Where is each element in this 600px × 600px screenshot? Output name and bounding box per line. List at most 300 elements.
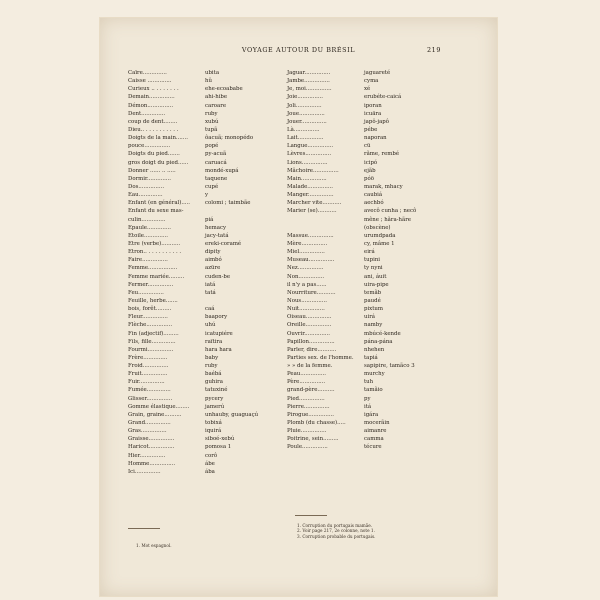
vocabulary-entry bbox=[128, 305, 273, 313]
vocabulary-entry bbox=[128, 69, 273, 77]
entry-translation: sapipire, tamãco 3 bbox=[364, 363, 415, 370]
entry-term: Feu............... bbox=[128, 289, 164, 296]
vocabulary-entry bbox=[287, 378, 432, 386]
entry-term: coup de dent........ bbox=[128, 118, 178, 125]
vocabulary-entry bbox=[287, 281, 432, 289]
vocabulary-entry bbox=[287, 354, 432, 362]
entry-translation: tobixá bbox=[205, 420, 222, 427]
entry-term: Frère.............. bbox=[128, 354, 168, 361]
vocabulary-entry bbox=[128, 224, 273, 232]
footnote-rule-right bbox=[295, 515, 327, 516]
entry-term: Pierre............... bbox=[287, 403, 330, 410]
entry-translation: itá bbox=[364, 403, 372, 410]
vocabulary-entry bbox=[287, 232, 432, 240]
entry-term: Fleur............... bbox=[128, 314, 168, 321]
book-page bbox=[100, 18, 497, 596]
entry-term: Grand............... bbox=[128, 420, 171, 427]
entry-translation: póö bbox=[364, 175, 374, 182]
entry-term: Homme............... bbox=[128, 460, 176, 467]
entry-term: Pied............... bbox=[287, 395, 325, 402]
entry-translation: caá bbox=[205, 306, 215, 313]
vocabulary-entry bbox=[128, 321, 273, 329]
vocabulary-entry bbox=[287, 207, 432, 215]
entry-translation: ruby bbox=[205, 363, 218, 370]
entry-translation: ejãb bbox=[364, 167, 376, 174]
vocabulary-entry bbox=[287, 305, 432, 313]
entry-term: Massue............... bbox=[287, 232, 334, 239]
entry-term: Doigts de la main....... bbox=[128, 135, 188, 142]
vocabulary-entry bbox=[287, 256, 432, 264]
vocabulary-entry bbox=[287, 118, 432, 126]
vocabulary-entry bbox=[128, 289, 273, 297]
entry-translation: xé bbox=[364, 86, 371, 93]
entry-translation: ubita bbox=[205, 70, 220, 76]
entry-term: Dos............... bbox=[128, 183, 165, 190]
entry-translation: (obscène) bbox=[364, 224, 391, 231]
entry-term: Lions............... bbox=[287, 159, 328, 166]
entry-translation: mocerãin bbox=[364, 420, 390, 427]
entry-term: Pluie............... bbox=[287, 428, 327, 435]
entry-term: Etre (verbe)........... bbox=[128, 240, 181, 247]
entry-term: Museau............... bbox=[287, 257, 335, 264]
entry-translation: tatá bbox=[205, 289, 216, 296]
vocabulary-entry bbox=[287, 338, 432, 346]
entry-term: Dieu.. . . . . . . . . . . bbox=[128, 126, 179, 133]
vocabulary-entry bbox=[128, 77, 273, 85]
vocabulary-entry bbox=[287, 427, 432, 435]
footnote: 2. Voir page 217, 2e colonne, note 1. bbox=[297, 528, 375, 534]
entry-translation: namby bbox=[364, 322, 383, 329]
entry-term: Joue............... bbox=[287, 110, 325, 117]
vocabulary-entry bbox=[128, 435, 273, 443]
entry-term: » » de la femme. bbox=[287, 363, 333, 370]
entry-translation: hemacy bbox=[205, 224, 227, 231]
entry-term: Fils, fille.............. bbox=[128, 338, 176, 345]
vocabulary-entry bbox=[128, 460, 273, 468]
entry-term: Hier............... bbox=[128, 452, 166, 459]
vocabulary-entry bbox=[128, 175, 273, 183]
entry-term: Enfant (en général)..... bbox=[128, 200, 190, 207]
entry-translation: ôacuã; monopédo bbox=[205, 135, 254, 142]
vocabulary-entry bbox=[287, 264, 432, 272]
entry-translation: cy, mâme 1 bbox=[364, 240, 395, 247]
vocabulary-entry bbox=[128, 232, 273, 240]
entry-translation: iquirá bbox=[205, 428, 222, 435]
entry-translation: jaguareté bbox=[364, 70, 391, 76]
vocabulary-entry bbox=[287, 273, 432, 281]
entry-term: Eau.............. bbox=[128, 192, 163, 199]
vocabulary-column-left bbox=[128, 69, 273, 476]
vocabulary-entry bbox=[128, 386, 273, 394]
entry-term: Non............... bbox=[287, 273, 325, 280]
entry-translation: py-acuã bbox=[205, 151, 227, 158]
entry-term: Feuille, herbe....... bbox=[128, 297, 178, 304]
entry-term: Parties sex. de l'homme. bbox=[287, 354, 354, 361]
vocabulary-entry bbox=[128, 134, 273, 142]
entry-term: Jouer............... bbox=[287, 118, 327, 125]
entry-term: Jambe............... bbox=[287, 78, 330, 85]
vocabulary-entry bbox=[128, 354, 273, 362]
entry-translation: icipó bbox=[364, 159, 378, 166]
entry-translation: icuära bbox=[364, 110, 382, 117]
entry-term: Doigts du pied....... bbox=[128, 151, 180, 158]
vocabulary-entry bbox=[287, 248, 432, 256]
vocabulary-entry bbox=[128, 330, 273, 338]
entry-term: Demain............... bbox=[128, 94, 175, 101]
vocabulary-entry bbox=[128, 150, 273, 158]
entry-translation: baébá bbox=[205, 371, 222, 378]
vocabulary-entry bbox=[287, 142, 432, 150]
vocabulary-entry bbox=[287, 443, 432, 451]
entry-term: Fuir............... bbox=[128, 379, 165, 386]
vocabulary-entry bbox=[128, 378, 273, 386]
entry-term: Femme mariée......... bbox=[128, 273, 185, 280]
vocabulary-entry bbox=[287, 216, 432, 224]
entry-translation: igára bbox=[364, 411, 379, 418]
vocabulary-entry bbox=[287, 330, 432, 338]
entry-term: Fermer............... bbox=[128, 281, 174, 288]
footnote: 1. Corruption du portugais mamãe. bbox=[297, 523, 373, 528]
vocabulary-entry bbox=[287, 85, 432, 93]
entry-term: Mère............... bbox=[287, 240, 328, 247]
vocabulary-entry bbox=[287, 77, 432, 85]
entry-translation: ábe bbox=[205, 460, 215, 467]
vocabulary-entry bbox=[287, 199, 432, 207]
entry-translation: ába bbox=[205, 468, 215, 475]
entry-term: Enfant du sexe mas- bbox=[128, 208, 184, 215]
vocabulary-entry bbox=[287, 191, 432, 199]
entry-term: Plomb (du chasse)..... bbox=[287, 420, 346, 427]
vocabulary-entry bbox=[128, 159, 273, 167]
vocabulary-entry bbox=[128, 248, 273, 256]
entry-translation: raïtira bbox=[205, 338, 223, 345]
vocabulary-entry bbox=[128, 403, 273, 411]
vocabulary-entry bbox=[287, 240, 432, 248]
entry-translation: naporan bbox=[364, 135, 387, 142]
entry-translation: eirá bbox=[364, 249, 375, 256]
entry-translation: japô-japô bbox=[364, 118, 389, 125]
entry-translation: piá bbox=[205, 216, 214, 223]
entry-translation: uhú bbox=[205, 322, 216, 329]
entry-term: Etron.. . . . . . . . . . . bbox=[128, 249, 182, 256]
entry-translation: taquene bbox=[205, 175, 228, 182]
entry-term: Epaule.............. bbox=[128, 224, 171, 231]
entry-translation: cyma bbox=[364, 78, 379, 85]
vocabulary-entry bbox=[287, 183, 432, 191]
footnotes-left bbox=[136, 543, 172, 548]
footnote: 1. Mot espagnol. bbox=[136, 543, 172, 548]
entry-term: Joie............... bbox=[287, 94, 324, 101]
entry-term: Flèche............... bbox=[128, 322, 173, 329]
vocabulary-entry bbox=[287, 93, 432, 101]
entry-term: Langue............... bbox=[287, 143, 334, 150]
vocabulary-entry bbox=[128, 419, 273, 427]
entry-translation: nhehen bbox=[364, 346, 385, 353]
entry-term: Donner ...... .. ..... bbox=[128, 167, 176, 174]
entry-term: Caïre.............. bbox=[128, 70, 167, 76]
vocabulary-entry bbox=[128, 338, 273, 346]
entry-translation: pomosa 1 bbox=[205, 444, 232, 451]
vocabulary-entry bbox=[128, 313, 273, 321]
running-title: VOYAGE AUTOUR DU BRÉSIL bbox=[241, 46, 356, 54]
entry-term: Manger............... bbox=[287, 192, 334, 199]
entry-term: bois, forêt......... bbox=[128, 306, 172, 313]
entry-translation: marak, mhacy bbox=[364, 183, 403, 190]
vocabulary-entry bbox=[287, 167, 432, 175]
entry-term: Grain, graine.......... bbox=[128, 411, 182, 418]
vocabulary-entry bbox=[287, 69, 432, 77]
page-number: 219 bbox=[427, 46, 441, 54]
entry-term: Joli............... bbox=[287, 102, 322, 109]
vocabulary-entry bbox=[128, 199, 273, 207]
entry-translation: tuh bbox=[364, 379, 374, 386]
footnote-rule-left bbox=[128, 528, 160, 529]
entry-term: Oreille............... bbox=[287, 322, 332, 329]
entry-term: grand-père.......... bbox=[287, 387, 335, 394]
entry-term: Marier (se)........... bbox=[287, 208, 337, 215]
vocabulary-entry bbox=[128, 411, 273, 419]
entry-translation: tupã bbox=[205, 126, 218, 133]
entry-term: Peau............... bbox=[287, 371, 326, 378]
entry-translation: cuden-be bbox=[205, 273, 231, 280]
vocabulary-entry bbox=[128, 427, 273, 435]
entry-translation: tamãio bbox=[364, 387, 383, 394]
vocabulary-entry bbox=[128, 142, 273, 150]
entry-term: Jaguar............... bbox=[287, 70, 331, 76]
entry-term: Graisse............... bbox=[128, 436, 175, 443]
vocabulary-entry bbox=[287, 395, 432, 403]
entry-term: Papillon............... bbox=[287, 338, 335, 345]
entry-translation: icatupiére bbox=[205, 330, 233, 337]
vocabulary-entry bbox=[287, 126, 432, 134]
entry-term: Je, moi............... bbox=[287, 86, 332, 93]
vocabulary-entry bbox=[287, 134, 432, 142]
vocabulary-entry bbox=[128, 273, 273, 281]
entry-translation: caroare bbox=[205, 102, 227, 109]
entry-term: Lait............... bbox=[287, 135, 324, 142]
entry-term: Gras............... bbox=[128, 428, 167, 435]
entry-term: Haricot............... bbox=[128, 444, 175, 451]
entry-translation: ereki-coramé bbox=[205, 240, 242, 247]
vocabulary-entry bbox=[128, 256, 273, 264]
vocabulary-entry bbox=[128, 281, 273, 289]
vocabulary-entry bbox=[128, 207, 273, 215]
entry-translation: cupé bbox=[205, 183, 219, 190]
vocabulary-entry bbox=[128, 216, 273, 224]
entry-translation: ani, áuit bbox=[364, 273, 387, 280]
entry-translation: iatá bbox=[205, 281, 216, 288]
entry-term: Ici............... bbox=[128, 468, 161, 475]
vocabulary-entry bbox=[128, 102, 273, 110]
entry-translation: guhira bbox=[205, 379, 223, 386]
vocabulary-entry bbox=[287, 435, 432, 443]
vocabulary-entry bbox=[287, 419, 432, 427]
entry-term: Dent.............. bbox=[128, 110, 166, 117]
vocabulary-entry bbox=[287, 297, 432, 305]
entry-translation: ehe-ecoababe bbox=[205, 86, 243, 93]
entry-translation: iporan bbox=[364, 102, 382, 109]
entry-term: Nous............... bbox=[287, 297, 327, 304]
vocabulary-entry bbox=[128, 85, 273, 93]
vocabulary-entry bbox=[128, 395, 273, 403]
entry-translation: caruacá bbox=[205, 159, 227, 166]
entry-translation: tupini bbox=[364, 257, 381, 264]
entry-term: Fin (adjectif)......... bbox=[128, 330, 179, 337]
entry-translation: mêne ; hãra-hãre bbox=[364, 216, 411, 223]
entry-term: Oiseau............... bbox=[287, 314, 332, 321]
entry-term: Marcher vite........... bbox=[287, 200, 342, 207]
entry-term: Curieux .. . . . . . . . bbox=[128, 86, 179, 93]
entry-term: il n'y a pas...... bbox=[287, 281, 327, 288]
entry-term: Père............... bbox=[287, 379, 326, 386]
footnote: 3. Corruption probable du portugais. bbox=[297, 533, 376, 539]
entry-translation: jamerú bbox=[205, 403, 225, 410]
vocabulary-entry bbox=[287, 159, 432, 167]
entry-term: Froid............... bbox=[128, 363, 169, 370]
vocabulary-entry bbox=[128, 126, 273, 134]
entry-translation: murchy bbox=[364, 371, 385, 378]
entry-translation: pébe bbox=[364, 126, 378, 133]
entry-term: Nourriture........... bbox=[287, 289, 336, 296]
entry-translation: baby bbox=[205, 354, 219, 361]
entry-translation: py bbox=[364, 395, 371, 402]
entry-translation: mbúcé-kende bbox=[364, 330, 401, 337]
vocabulary-entry bbox=[287, 175, 432, 183]
entry-term: Femme................. bbox=[128, 265, 178, 272]
entry-translation: xubú bbox=[205, 118, 219, 125]
vocabulary-entry bbox=[287, 321, 432, 329]
vocabulary-entry bbox=[128, 118, 273, 126]
vocabulary-entry bbox=[287, 362, 432, 370]
vocabulary-entry bbox=[128, 362, 273, 370]
entry-translation: tapiá bbox=[364, 354, 378, 361]
entry-translation: tatuxiné bbox=[205, 387, 228, 394]
entry-translation: erubéte-caicá bbox=[364, 94, 402, 101]
vocabulary-entry bbox=[287, 386, 432, 394]
entry-translation: azüre bbox=[205, 265, 221, 272]
entry-translation: mondé-xupá bbox=[205, 167, 239, 174]
entry-term: Nez............... bbox=[287, 265, 324, 272]
entry-term: Miel............... bbox=[287, 249, 325, 256]
entry-translation: avecô cunha ; necô bbox=[364, 208, 417, 215]
entry-term: Fourmi............... bbox=[128, 346, 174, 353]
vocabulary-entry bbox=[128, 183, 273, 191]
vocabulary-entry bbox=[128, 452, 273, 460]
entry-term: Mâchoire............... bbox=[287, 167, 339, 174]
entry-term: culin.............. bbox=[128, 216, 166, 223]
entry-term: Etoile.............. bbox=[128, 232, 168, 239]
entry-term: Malade............... bbox=[287, 183, 334, 190]
entry-translation: pána-pána bbox=[364, 338, 393, 345]
entry-term: Nuit............... bbox=[287, 306, 325, 313]
entry-translation: aimbó bbox=[205, 257, 222, 264]
vocabulary-entry bbox=[287, 150, 432, 158]
entry-term: Faire............... bbox=[128, 257, 168, 264]
vocabulary-entry bbox=[287, 102, 432, 110]
entry-translation: unhauby, guaguaçú bbox=[205, 411, 259, 418]
entry-translation: uira-pipe bbox=[364, 281, 389, 288]
entry-term: Lèvres............... bbox=[287, 151, 332, 158]
vocabulary-entry bbox=[128, 346, 273, 354]
vocabulary-entry bbox=[287, 346, 432, 354]
entry-translation: rãme, rembé bbox=[364, 151, 400, 158]
entry-term: Fumée.............. bbox=[128, 387, 171, 394]
entry-translation: técure bbox=[364, 444, 382, 451]
entry-translation: baapory bbox=[205, 314, 228, 321]
entry-term: Glisser............... bbox=[128, 395, 173, 402]
vocabulary-entry bbox=[287, 110, 432, 118]
entry-term: Démon............... bbox=[128, 102, 174, 109]
entry-translation: ruby bbox=[205, 110, 218, 117]
entry-term: Gomme élastique........ bbox=[128, 403, 190, 410]
entry-term: Là............... bbox=[287, 126, 320, 133]
vocabulary-entry bbox=[287, 370, 432, 378]
entry-term: Ouvrir............... bbox=[287, 330, 330, 337]
entry-translation: siboé-xebú bbox=[205, 436, 235, 443]
vocabulary-entry bbox=[287, 411, 432, 419]
entry-translation: camma bbox=[364, 436, 384, 443]
entry-term: Poitrine, sein......... bbox=[287, 436, 339, 443]
entry-term: gros doigt du pied...... bbox=[128, 159, 189, 166]
entry-term: pouce............... bbox=[128, 143, 171, 150]
entry-translation: hara hara bbox=[205, 346, 232, 353]
vocabulary-column-right bbox=[287, 69, 432, 452]
vocabulary-entry bbox=[128, 240, 273, 248]
entry-translation: cü bbox=[364, 143, 371, 150]
entry-term: Dormir.............. bbox=[128, 175, 171, 182]
entry-translation: aechbó bbox=[364, 200, 384, 207]
vocabulary-entry bbox=[128, 370, 273, 378]
vocabulary-entry bbox=[128, 443, 273, 451]
vocabulary-entry bbox=[128, 468, 273, 476]
entry-translation: pixtum bbox=[364, 306, 383, 313]
entry-translation: aimanre bbox=[364, 428, 387, 435]
entry-term: Pirogue............... bbox=[287, 411, 334, 418]
entry-translation: paudé bbox=[364, 297, 381, 304]
entry-translation: urumdpada bbox=[364, 232, 396, 239]
vocabulary-entry bbox=[128, 110, 273, 118]
vocabulary-entry bbox=[287, 403, 432, 411]
entry-translation: temãb bbox=[364, 289, 382, 296]
entry-translation: ty nyni bbox=[364, 265, 383, 272]
entry-term: Fruit............... bbox=[128, 371, 168, 378]
entry-translation: uirá bbox=[364, 314, 375, 321]
vocabulary-entry bbox=[128, 264, 273, 272]
entry-translation: pycery bbox=[205, 395, 224, 402]
entry-translation: popé bbox=[205, 143, 219, 150]
vocabulary-entry bbox=[128, 191, 273, 199]
entry-translation: ahi-hibe bbox=[205, 94, 228, 101]
vocabulary-entry bbox=[128, 297, 273, 305]
entry-translation: dipity bbox=[205, 249, 221, 256]
vocabulary-entry bbox=[128, 93, 273, 101]
entry-translation: hû bbox=[205, 78, 212, 85]
entry-term: Poule............... bbox=[287, 444, 328, 451]
entry-term: Main............... bbox=[287, 175, 327, 182]
entry-term: Caisse .............. bbox=[128, 78, 172, 85]
vocabulary-entry bbox=[128, 167, 273, 175]
entry-translation: colomi ; taimbãe bbox=[205, 200, 251, 207]
entry-translation: corô bbox=[205, 452, 218, 459]
entry-translation: caubiá bbox=[364, 192, 383, 199]
vocabulary-entry bbox=[287, 224, 432, 232]
vocabulary-entry bbox=[287, 313, 432, 321]
footnotes-right bbox=[297, 523, 376, 539]
vocabulary-entry bbox=[287, 289, 432, 297]
entry-translation: y bbox=[205, 192, 209, 199]
entry-translation: jacy-tatá bbox=[205, 232, 229, 239]
entry-term: Parler, dire........... bbox=[287, 346, 337, 353]
